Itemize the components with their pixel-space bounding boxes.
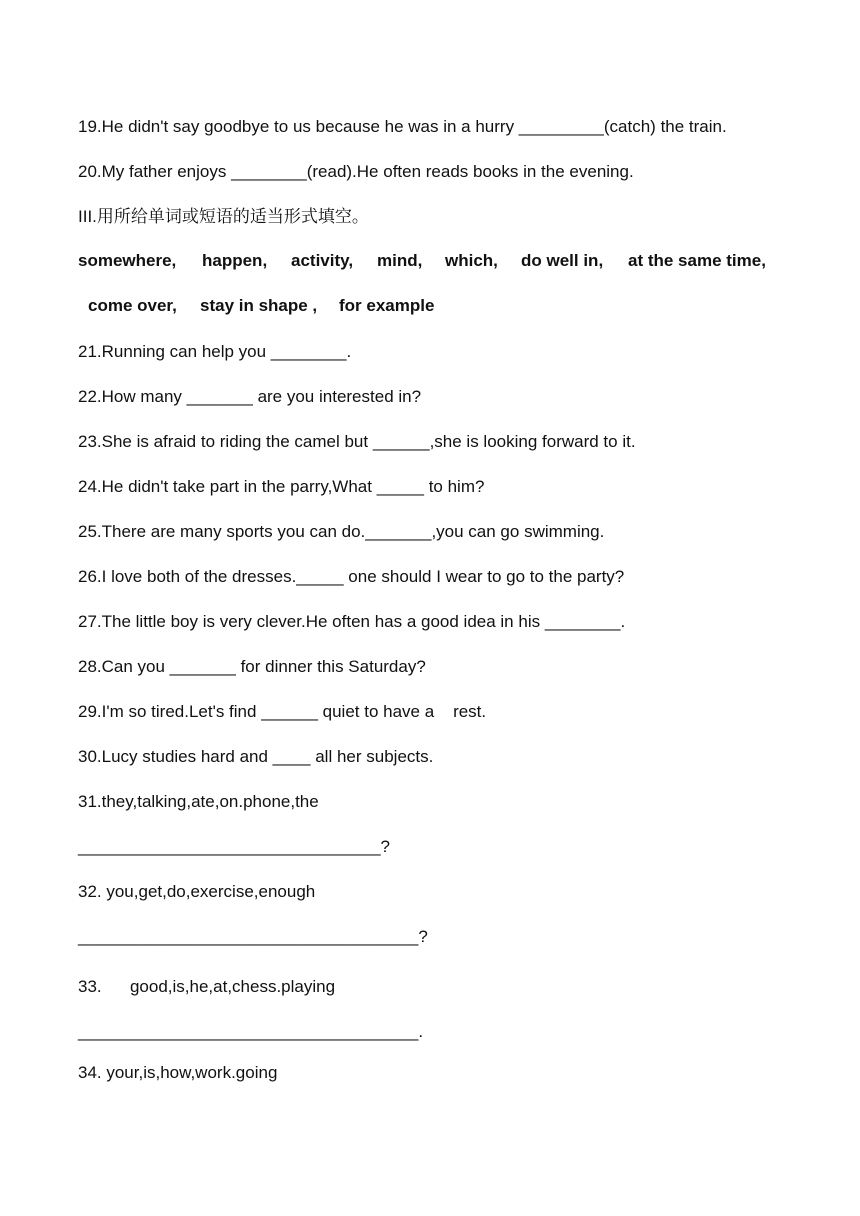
word-bank-item: happen, [202, 251, 268, 270]
question-27: 27.The little boy is very clever.He often has a good idea in his ________. [78, 612, 626, 631]
answer-line-33: ____________________________________. [78, 1022, 424, 1041]
question-20: 20.My father enjoys ________(read).He often reads books in the evening. [78, 162, 634, 181]
question-29: 29.I'm so tired.Let's find ______ quiet to have a rest. [78, 702, 487, 721]
question-33: 33. good,is,he,at,chess.playing [78, 977, 336, 996]
answer-line-31: ________________________________? [78, 837, 391, 856]
word-bank-item: stay in shape , [200, 296, 318, 315]
question-30: 30.Lucy studies hard and ____ all her subjects. [78, 747, 434, 766]
word-bank-item: come over, [88, 296, 177, 315]
question-19: 19.He didn't say goodbye to us because he was in a hurry _________(catch) the train. [78, 117, 727, 136]
question-22: 22.How many _______ are you interested in? [78, 387, 422, 406]
word-bank-item: somewhere, [78, 251, 177, 270]
question-26: 26.I love both of the dresses._____ one should I wear to go to the party? [78, 567, 625, 586]
word-bank-item: at the same time, [628, 251, 766, 270]
question-25: 25.There are many sports you can do._______,you can go swimming. [78, 522, 605, 541]
answer-line-32: ____________________________________? [78, 927, 428, 946]
question-23: 23.She is afraid to riding the camel but ______,she is looking forward to it. [78, 432, 636, 451]
question-21: 21.Running can help you ________. [78, 342, 352, 361]
word-bank-item: mind, [377, 251, 423, 270]
word-bank-item: do well in, [521, 251, 604, 270]
question-32: 32. you,get,do,exercise,enough [78, 882, 316, 901]
word-bank-item: which, [445, 251, 498, 270]
question-28: 28.Can you _______ for dinner this Saturday? [78, 657, 426, 676]
word-bank-item: activity, [291, 251, 354, 270]
question-34: 34. your,is,how,work.going [78, 1063, 278, 1082]
section-3-heading: III.用所给单词或短语的适当形式填空。 [78, 207, 369, 226]
question-24: 24.He didn't take part in the parry,What _____ to him? [78, 477, 485, 496]
question-31: 31.they,talking,ate,on.phone,the [78, 792, 319, 811]
word-bank-item: for example [339, 296, 435, 315]
